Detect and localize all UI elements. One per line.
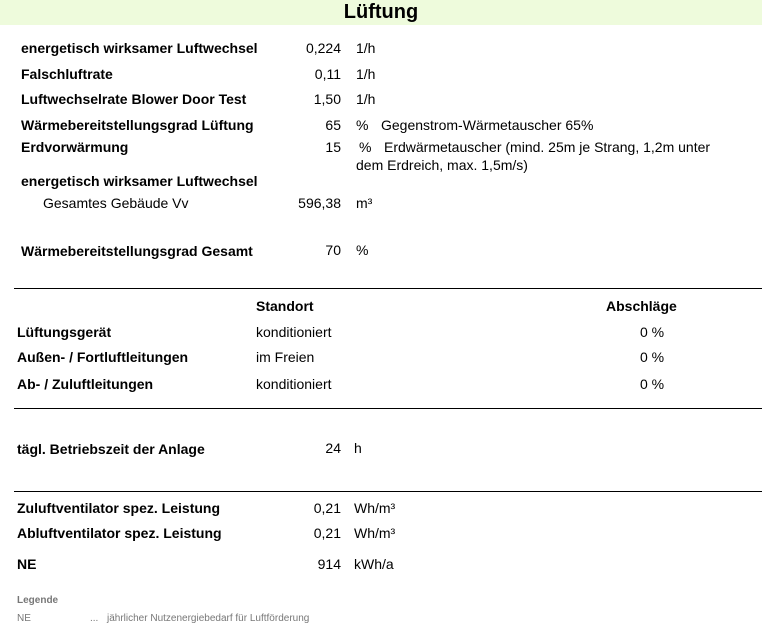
air-change-label: energetisch wirksamer Luftwechsel [21, 40, 258, 56]
column-header-abschlaege: Abschläge [606, 298, 677, 314]
total-efficiency-label: Wärmebereitstellungsgrad Gesamt [21, 243, 253, 259]
exhaust-fan-value: 0,21 [313, 525, 341, 541]
operation-time-value: 24 [325, 440, 341, 456]
volume-heading: energetisch wirksamer Luftwechsel [21, 173, 258, 189]
supply-fan-value: 0,21 [313, 500, 341, 516]
legend-dots: ... [90, 613, 99, 624]
table-row-label: Außen- / Fortluftleitungen [17, 349, 189, 365]
ground-preheating-label: Erdvorwärmung [21, 139, 129, 155]
table-row-standort: im Freien [256, 349, 315, 365]
exhaust-fan-label: Abluftventilator spez. Leistung [17, 525, 222, 541]
air-change-unit: 1/h [356, 40, 376, 56]
blower-door-label: Luftwechselrate Blower Door Test [21, 91, 247, 107]
heat-recovery-unit: % [356, 117, 369, 133]
table-row-standort: konditioniert [256, 376, 332, 392]
heat-recovery-label: Wärmebereitstellungsgrad Lüftung [21, 117, 254, 133]
divider [14, 491, 762, 492]
heat-recovery-value: 65 [325, 117, 341, 133]
supply-fan-unit: Wh/m³ [354, 500, 396, 516]
section-title: Lüftung [343, 1, 419, 23]
legend-title: Legende [17, 595, 59, 606]
total-efficiency-unit: % [356, 242, 369, 258]
leakage-rate-value: 0,11 [314, 66, 341, 82]
volume-value: 596,38 [298, 195, 341, 211]
table-row-abschlag: 0 % [639, 376, 665, 392]
legend-text: jährlicher Nutzenergiebedarf für Luftförderung [107, 613, 310, 624]
ne-value: 914 [317, 556, 341, 572]
supply-fan-label: Zuluftventilator spez. Leistung [17, 500, 221, 516]
divider [14, 288, 762, 289]
section-header [0, 0, 762, 25]
heat-recovery-note: Gegenstrom-Wärmetauscher 65% [381, 117, 594, 133]
ground-preheating-note-line1: Erdwärmetauscher (mind. 25m je Strang, 1,2m unter [384, 139, 711, 155]
ne-unit: kWh/a [354, 556, 394, 572]
legend-abbr: NE [17, 613, 31, 624]
total-efficiency-value: 70 [325, 242, 341, 258]
ground-preheating-unit: % [359, 139, 372, 155]
blower-door-value: 1,50 [313, 91, 341, 107]
ne-label: NE [17, 556, 37, 572]
table-row-abschlag: 0 % [639, 349, 665, 365]
operation-time-label: tägl. Betriebszeit der Anlage [17, 441, 205, 457]
ground-preheating-value: 15 [325, 139, 341, 155]
divider [14, 408, 762, 409]
leakage-rate-unit: 1/h [356, 66, 376, 82]
exhaust-fan-unit: Wh/m³ [354, 525, 396, 541]
column-header-standort: Standort [256, 298, 314, 314]
blower-door-unit: 1/h [356, 91, 376, 107]
volume-unit: m³ [356, 195, 373, 211]
leakage-rate-label: Falschluftrate [21, 66, 113, 82]
volume-label: Gesamtes Gebäude Vv [43, 195, 189, 211]
operation-time-unit: h [354, 440, 362, 456]
table-row-abschlag: 0 % [639, 324, 665, 340]
ground-preheating-note-line2: dem Erdreich, max. 1,5m/s) [356, 157, 528, 173]
air-change-value: 0,224 [305, 40, 341, 56]
table-row-label: Lüftungsgerät [17, 324, 112, 340]
table-row-standort: konditioniert [256, 324, 332, 340]
table-row-label: Ab- / Zuluftleitungen [17, 376, 154, 392]
